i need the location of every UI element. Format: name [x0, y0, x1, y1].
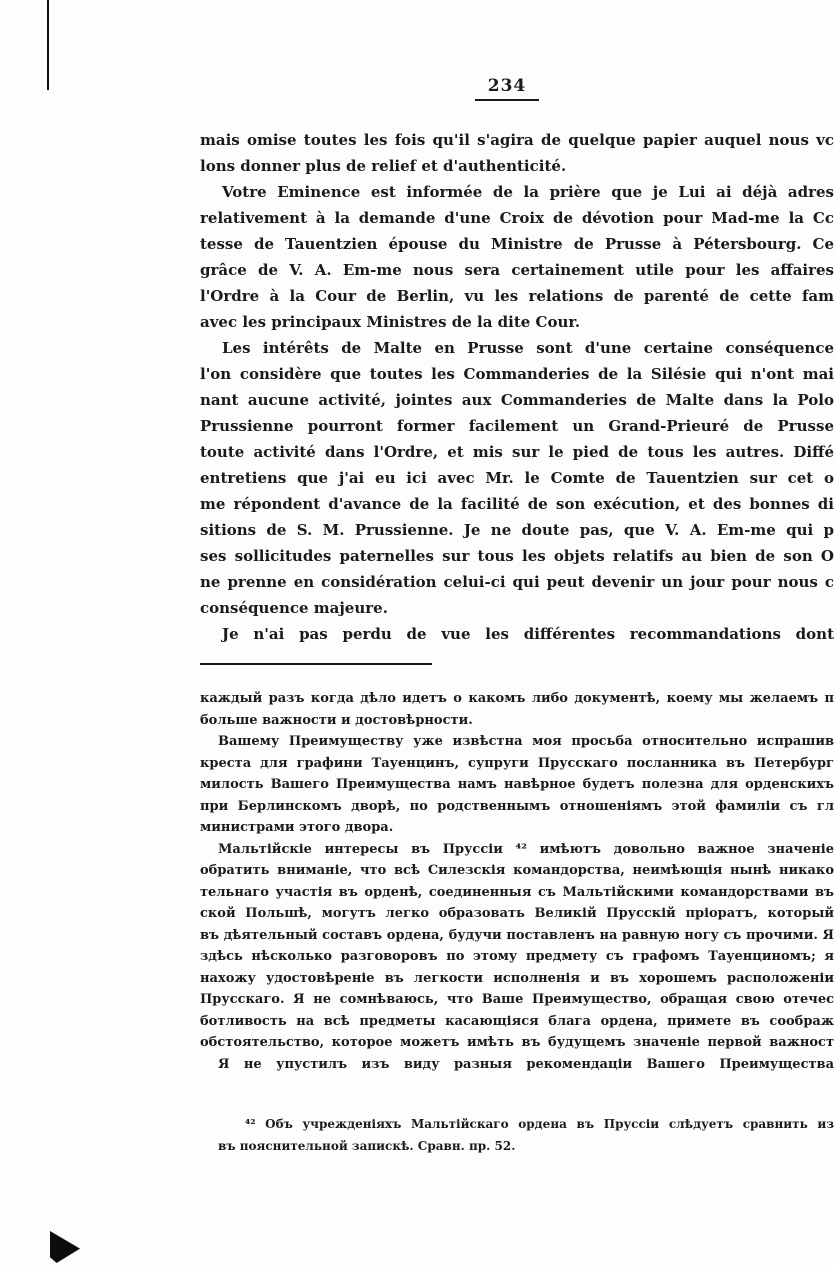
text-line: conséquence majeure.: [200, 599, 388, 617]
paragraph: [200, 179, 834, 335]
text-line: милость Вашего Преимущества намъ навѣрное будетъ полезна для орденскихъ: [200, 777, 834, 792]
text-line: обстоятельство, которое можетъ имѣть въ будущемъ значеніе первой важност: [200, 1035, 834, 1050]
text-line: Je n'ai pas perdu de vue les différentes recommandations dont: [222, 625, 834, 643]
text-line: grâce de V. A. Em-me nous sera certainement utile pour les affaires: [200, 261, 834, 279]
french-text-block: [200, 127, 834, 647]
text-line: ne prenne en considération celui-ci qui peut devenir un jour pour nous c: [200, 573, 834, 591]
page-header: [200, 76, 814, 101]
scan-corner-mark-artifact: [50, 1231, 80, 1263]
paragraph: [200, 127, 834, 179]
text-line: въ дѣятельный составъ ордена, будучи поставленъ на равную ногу съ прочими. Я: [200, 927, 834, 943]
russian-translation-block: [200, 688, 834, 1075]
text-line: me répondent d'avance de la facilité de son exécution, et des bonnes di: [200, 495, 834, 513]
text-line: Прусскаго. Я не сомнѣваюсь, что Ваше Преимущество, обращая свою отечес: [200, 992, 834, 1007]
text-line: mais omise toutes les fois qu'il s'agira de quelque papier auquel nous vc: [200, 131, 834, 149]
text-line: здѣсь нѣсколько разговоровъ по этому предмету съ графомъ Тауенциномъ; я: [200, 949, 834, 964]
text-line: креста для графини Тауенцинъ, супруги Прусскаго посланника въ Петербург: [200, 755, 834, 771]
text-line: больше важности и достовѣрности.: [200, 712, 473, 728]
text-line: каждый разъ когда дѣло идетъ о какомъ либо документѣ, коему мы желаемъ п: [200, 691, 834, 706]
paragraph: [200, 1054, 834, 1076]
text-line: tesse de Tauentzien épouse du Ministre de Prusse à Pétersbourg. Ce: [200, 235, 834, 253]
text-line: nant aucune activité, jointes aux Commanderies de Malte dans la Polo: [200, 391, 834, 409]
text-line: entretiens que j'ai eu ici avec Mr. le Comte de Tauentzien sur cet o: [200, 469, 834, 487]
text-line: toute activité dans l'Ordre, et mis sur le pied de tous les autres. Diffé: [200, 443, 834, 461]
text-line: тельнаго участія въ орденѣ, соединенныя съ Мальтійскими командорствами въ: [200, 884, 834, 900]
text-line: l'Ordre à la Cour de Berlin, vu les relations de parenté de cette fam: [200, 287, 834, 305]
paragraph: [200, 731, 834, 839]
paragraph: [200, 621, 834, 647]
text-line: Мальтійскіе интересы въ Пруссіи ⁴² имѣютъ довольно важное значеніе: [218, 841, 834, 857]
footnote-separator-rule: [200, 663, 432, 665]
page-number: 234: [475, 76, 540, 101]
scan-edge-line-artifact: [47, 0, 49, 90]
text-line: при Берлинскомъ дворѣ, по родственнымъ отношеніямъ этой фамиліи съ гл: [200, 798, 834, 814]
text-line: ses sollicitudes paternelles sur tous les objets relatifs au bien de son O: [200, 547, 834, 565]
text-line: Votre Eminence est informée de la prière que je Lui ai déjà adres: [222, 183, 834, 201]
text-line: министрами этого двора.: [200, 820, 394, 835]
footnote-block: [218, 1113, 834, 1157]
text-line: обратить вниманіе, что всѣ Силезскія командорства, неимѣющія нынѣ никако: [200, 863, 834, 878]
text-line: ской Польшѣ, могутъ легко образовать Великій Прусскій пріоратъ, который: [200, 906, 834, 921]
text-line: Les intérêts de Malte en Prusse sont d'une certaine conséquence: [222, 339, 834, 357]
text-line: Prussienne pourront former facilement un Grand-Prieuré de Prusse: [200, 417, 834, 435]
text-line: нахожу удостовѣреніе въ легкости исполненія и въ хорошемъ расположеніи: [200, 970, 834, 986]
text-line: relativement à la demande d'une Croix de dévotion pour Mad-me la Cc: [200, 209, 834, 227]
text-line: l'on considère que toutes les Commanderies de la Silésie qui n'ont mai: [200, 365, 834, 383]
paragraph: [200, 688, 834, 731]
text-line: avec les principaux Ministres de la dite Cour.: [200, 313, 581, 331]
text-line: ботливость на всѣ предметы касающіяся блага ордена, примете въ соображ: [200, 1013, 834, 1029]
paragraph: [200, 335, 834, 621]
text-line: Я не упустилъ изъ виду разныя рекомендаціи Вашего Преимущества: [218, 1056, 834, 1072]
paragraph: [218, 1113, 834, 1157]
paragraph: [200, 839, 834, 1054]
text-line: ⁴² Объ учрежденіяхъ Мальтійскаго ордена въ Пруссіи слѣдуетъ сравнить из: [245, 1117, 834, 1131]
text-line: lons donner plus de relief et d'authenticité.: [200, 157, 567, 175]
text-line: Вашему Преимуществу уже извѣстна моя просьба относительно испрашив: [218, 734, 834, 749]
text-line: въ пояснительной запискѣ. Сравн. пр. 52.: [218, 1139, 516, 1153]
text-line: sitions de S. M. Prussienne. Je ne doute pas, que V. A. Em-me qui p: [200, 521, 834, 539]
